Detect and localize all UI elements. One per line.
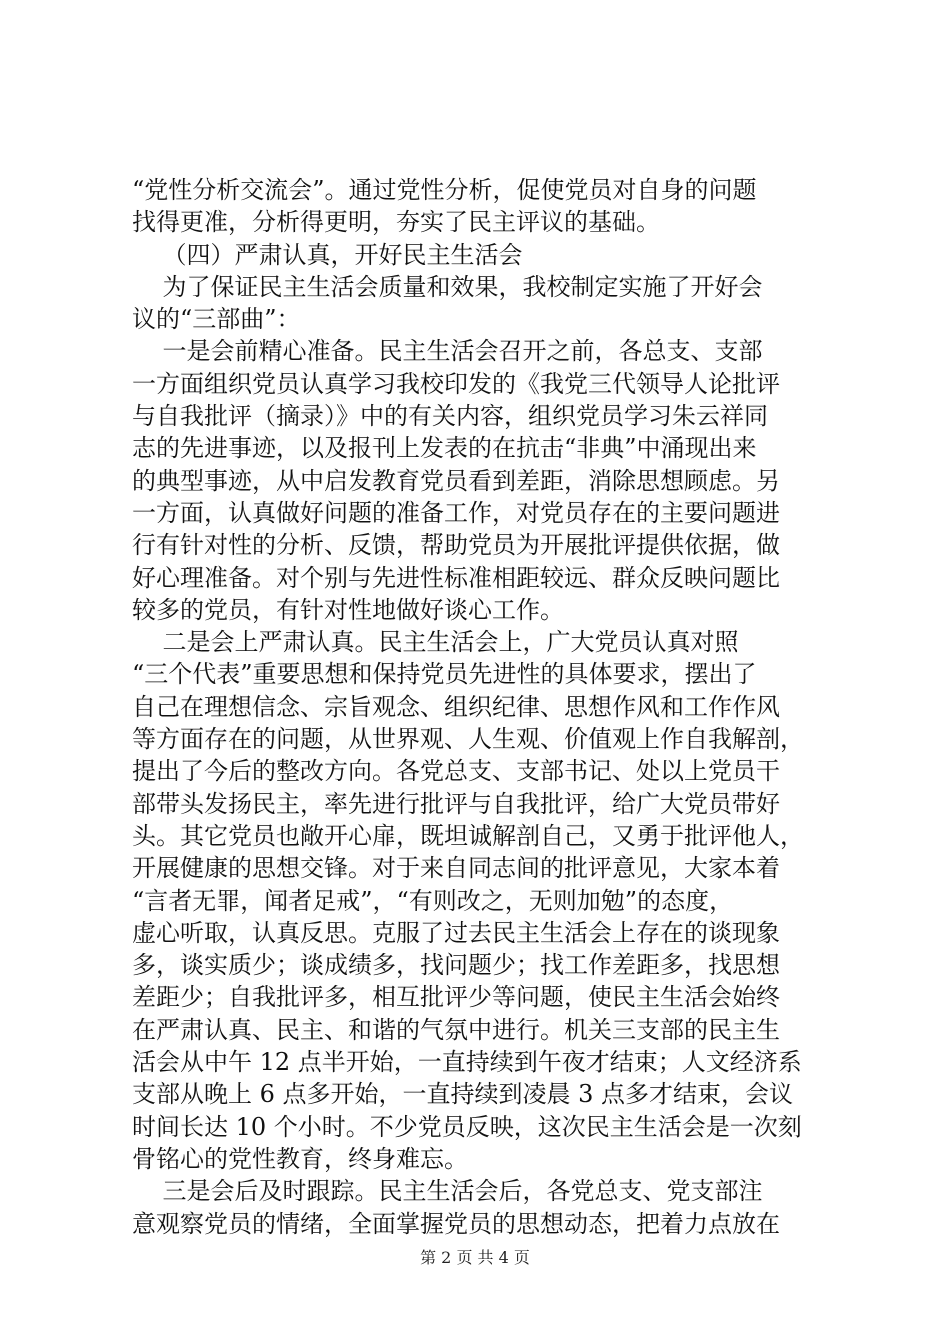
text-line: 头。其它党员也敞开心扉，既坦诚解剖自己，又勇于批评他人， <box>132 821 804 850</box>
text-line: 等方面存在的问题，从世界观、人生观、价值观上作自我解剖， <box>132 725 804 754</box>
body-text <box>132 174 832 1240</box>
text-line: 一方面组织党员认真学习我校印发的《我党三代领导人论批评 <box>132 369 780 398</box>
text-line: “三个代表”重要思想和保持党员先进性的具体要求，摆出了 <box>132 660 757 689</box>
text-line: 与自我批评（摘录）》中的有关内容，组织党员学习朱云祥同 <box>132 402 768 431</box>
text-line: 志的先进事迹，以及报刊上发表的在抗击“非典”中涌现出来 <box>132 434 757 463</box>
text-line: 议的“三部曲”： <box>132 305 301 334</box>
text-line: 差距少；自我批评多，相互批评少等问题，使民主生活会始终 <box>132 983 780 1012</box>
text-line: 在严肃认真、民主、和谐的气氛中进行。机关三支部的民主生 <box>132 1015 780 1044</box>
text-line: 二是会上严肃认真。民主生活会上，广大党员认真对照 <box>132 628 739 657</box>
text-line: “党性分析交流会”。通过党性分析，促使党员对自身的问题 <box>132 176 757 204</box>
text-line: 提出了今后的整改方向。各党总支、支部书记、处以上党员干 <box>132 757 780 786</box>
text-line: 三是会后及时跟踪。民主生活会后，各党总支、党支部注 <box>132 1177 763 1206</box>
text-line: 为了保证民主生活会质量和效果，我校制定实施了开好会 <box>132 272 763 301</box>
text-line: 意观察党员的情绪，全面掌握党员的思想动态，把着力点放在 <box>132 1209 780 1238</box>
text-line: 行有针对性的分析、反馈，帮助党员为开展批评提供依据，做 <box>132 531 780 560</box>
text-line: 的典型事迹，从中启发教育党员看到差距，消除思想顾虑。另 <box>132 466 780 495</box>
text-line: 时间长达 10 个小时。不少党员反映，这次民主生活会是一次刻 <box>132 1112 802 1141</box>
text-line: 骨铭心的党性教育，终身难忘。 <box>132 1144 468 1173</box>
text-line: 部带头发扬民主，率先进行批评与自我批评，给广大党员带好 <box>132 789 780 818</box>
text-line: 一方面，认真做好问题的准备工作，对党员存在的主要问题进 <box>132 498 780 527</box>
text-line: 找得更准，分析得更明，夯实了民主评议的基础。 <box>132 208 660 237</box>
text-line: 较多的党员，有针对性地做好谈心工作。 <box>132 595 564 624</box>
text-line: 自己在理想信念、宗旨观念、组织纪律、思想作风和工作作风 <box>132 692 780 721</box>
page-footer: 第 2 页 共 4 页 <box>420 1248 530 1267</box>
text-line: 开展健康的思想交锋。对于来自同志间的批评意见，大家本着 <box>132 854 780 883</box>
text-line: 活会从中午 12 点半开始，一直持续到午夜才结束；人文经济系 <box>132 1048 802 1077</box>
text-line: “言者无罪，闻者足戒”，“有则改之，无则加勉”的态度， <box>132 886 734 915</box>
text-line: （四）严肃认真，开好民主生活会 <box>132 240 523 269</box>
text-line: 一是会前精心准备。民主生活会召开之前，各总支、支部 <box>132 337 763 366</box>
text-line: 好心理准备。对个别与先进性标准相距较远、群众反映问题比 <box>132 563 780 592</box>
text-line: 多，谈实质少；谈成绩多，找问题少；找工作差距多，找思想 <box>132 951 780 980</box>
text-line: 支部从晚上 6 点多开始，一直持续到凌晨 3 点多才结束，会议 <box>132 1080 794 1109</box>
text-line: 虚心听取，认真反思。克服了过去民主生活会上存在的谈现象 <box>132 918 780 947</box>
